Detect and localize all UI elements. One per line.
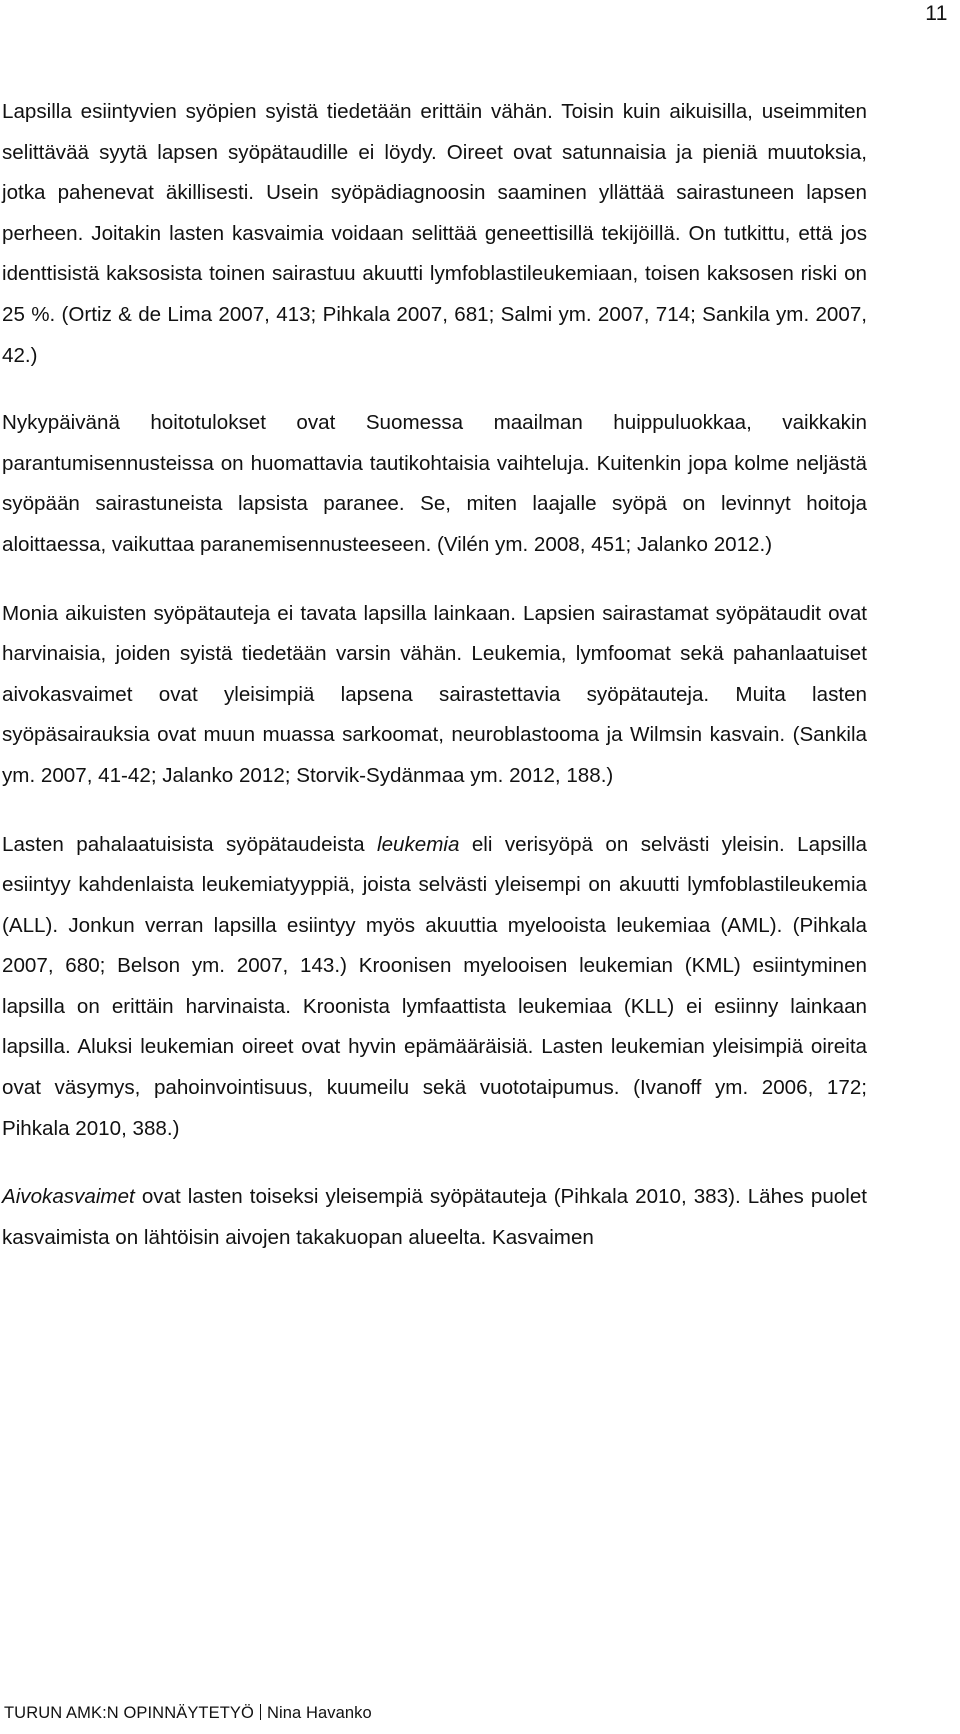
paragraph-cancer-types: Monia aikuisten syöpätauteja ei tavata lapsilla lainkaan. Lapsien sairastamat syöpätaudit ovat harvinaisia, joiden syistä tiedetään varsin vähän. Leukemia, lymfoomat sekä pahanlaatuiset aivokasvaimet ovat yleisimpiä lapsena sairastettavia syöpätauteja. Muita lasten syöpäsairauksia ovat muun muassa sarkoomat, neuroblastooma ja Wilmsin kasvain. (Sankila ym. 2007, 41-42; Jalanko 2012; Storvik-Sydänmaa ym. 2012, 188.): [2, 601, 867, 787]
paragraph-leukemia: [2, 825, 867, 1150]
page-number: 11: [925, 2, 948, 25]
leukemia-term: leukemia: [377, 832, 460, 856]
footer-separator: [260, 1704, 261, 1720]
paragraph-brain-tumors: [2, 1177, 867, 1258]
leukemia-intro-text: Lasten pahalaatuisista syöpätaudeista: [2, 832, 377, 856]
footer-author: Nina Havanko: [266, 1704, 372, 1722]
paragraph-treatment-results: Nykypäivänä hoitotulokset ovat Suomessa maailman huippuluokkaa, vaikkakin parantumisennusteissa on huomattavia tautikohtaisia vaihteluja. Kuitenkin jopa kolme neljästä syöpään sairastuneista lapsista paranee. Se, miten laajalle syöpä on levinnyt hoitoja aloittaessa, vaikuttaa paranemisennusteeseen. (Vilén ym. 2008, 451; Jalanko 2012.): [2, 411, 867, 556]
leukemia-body-text: eli verisyöpä on selvästi yleisin. Lapsilla esiintyy kahdenlaista leukemiatyyppiä, joista selvästi yleisempi on akuutti lymfoblastileukemia (ALL). Jonkun verran lapsilla esiintyy myös akuuttia myelooista leukemiaa (AML). (Pihkala 2007, 680; Belson ym. 2007, 143.) Kroonisen myelooisen leukemian (KML) esiintyminen lapsilla on erittäin harvinaista. Kroonista lymfaattista leukemiaa (KLL) ei esiinny lainkaan lapsilla. Aluksi leukemian oireet ovat hyvin epämääräisiä. Lasten leukemian yleisimpiä oireita ovat väsymys, pahoinvointisuus, kuumeilu sekä vuototaipumus. (Ivanoff ym. 2006, 172; Pihkala 2010, 388.): [2, 832, 867, 1140]
brain-tumors-body-text: ovat lasten toiseksi yleisempiä syöpätauteja (Pihkala 2010, 383). Lähes puolet kasvaimista on lähtöisin aivojen takakuopan alueelta. Kasvaimen: [2, 1185, 867, 1249]
paragraph-causes: Lapsilla esiintyvien syöpien syistä tiedetään erittäin vähän. Toisin kuin aikuisilla, useimmiten selittävää syytä lapsen syöpätaudille ei löydy. Oireet ovat satunnaisia ja pieniä muutoksia, jotka pahenevat äkillisesti. Usein syöpädiagnoosin saaminen yllättää sairastuneen lapsen perheen. Joitakin lasten kasvaimia voidaan selittää geneettisillä tekijöillä. On tutkittu, että jos identtisistä kaksosista toinen sairastuu akuutti lymfoblastileukemiaan, toisen kaksosen riski on 25 %. (Ortiz & de Lima 2007, 413; Pihkala 2007, 681; Salmi ym. 2007, 714; Sankila ym. 2007, 42.): [2, 100, 867, 367]
brain-tumors-term: Aivokasvaimet: [2, 1185, 135, 1209]
page-footer: [4, 1704, 372, 1723]
body-text: [2, 92, 867, 1258]
footer-institution: TURUN AMK:N OPINNÄYTETYÖ: [4, 1704, 254, 1722]
